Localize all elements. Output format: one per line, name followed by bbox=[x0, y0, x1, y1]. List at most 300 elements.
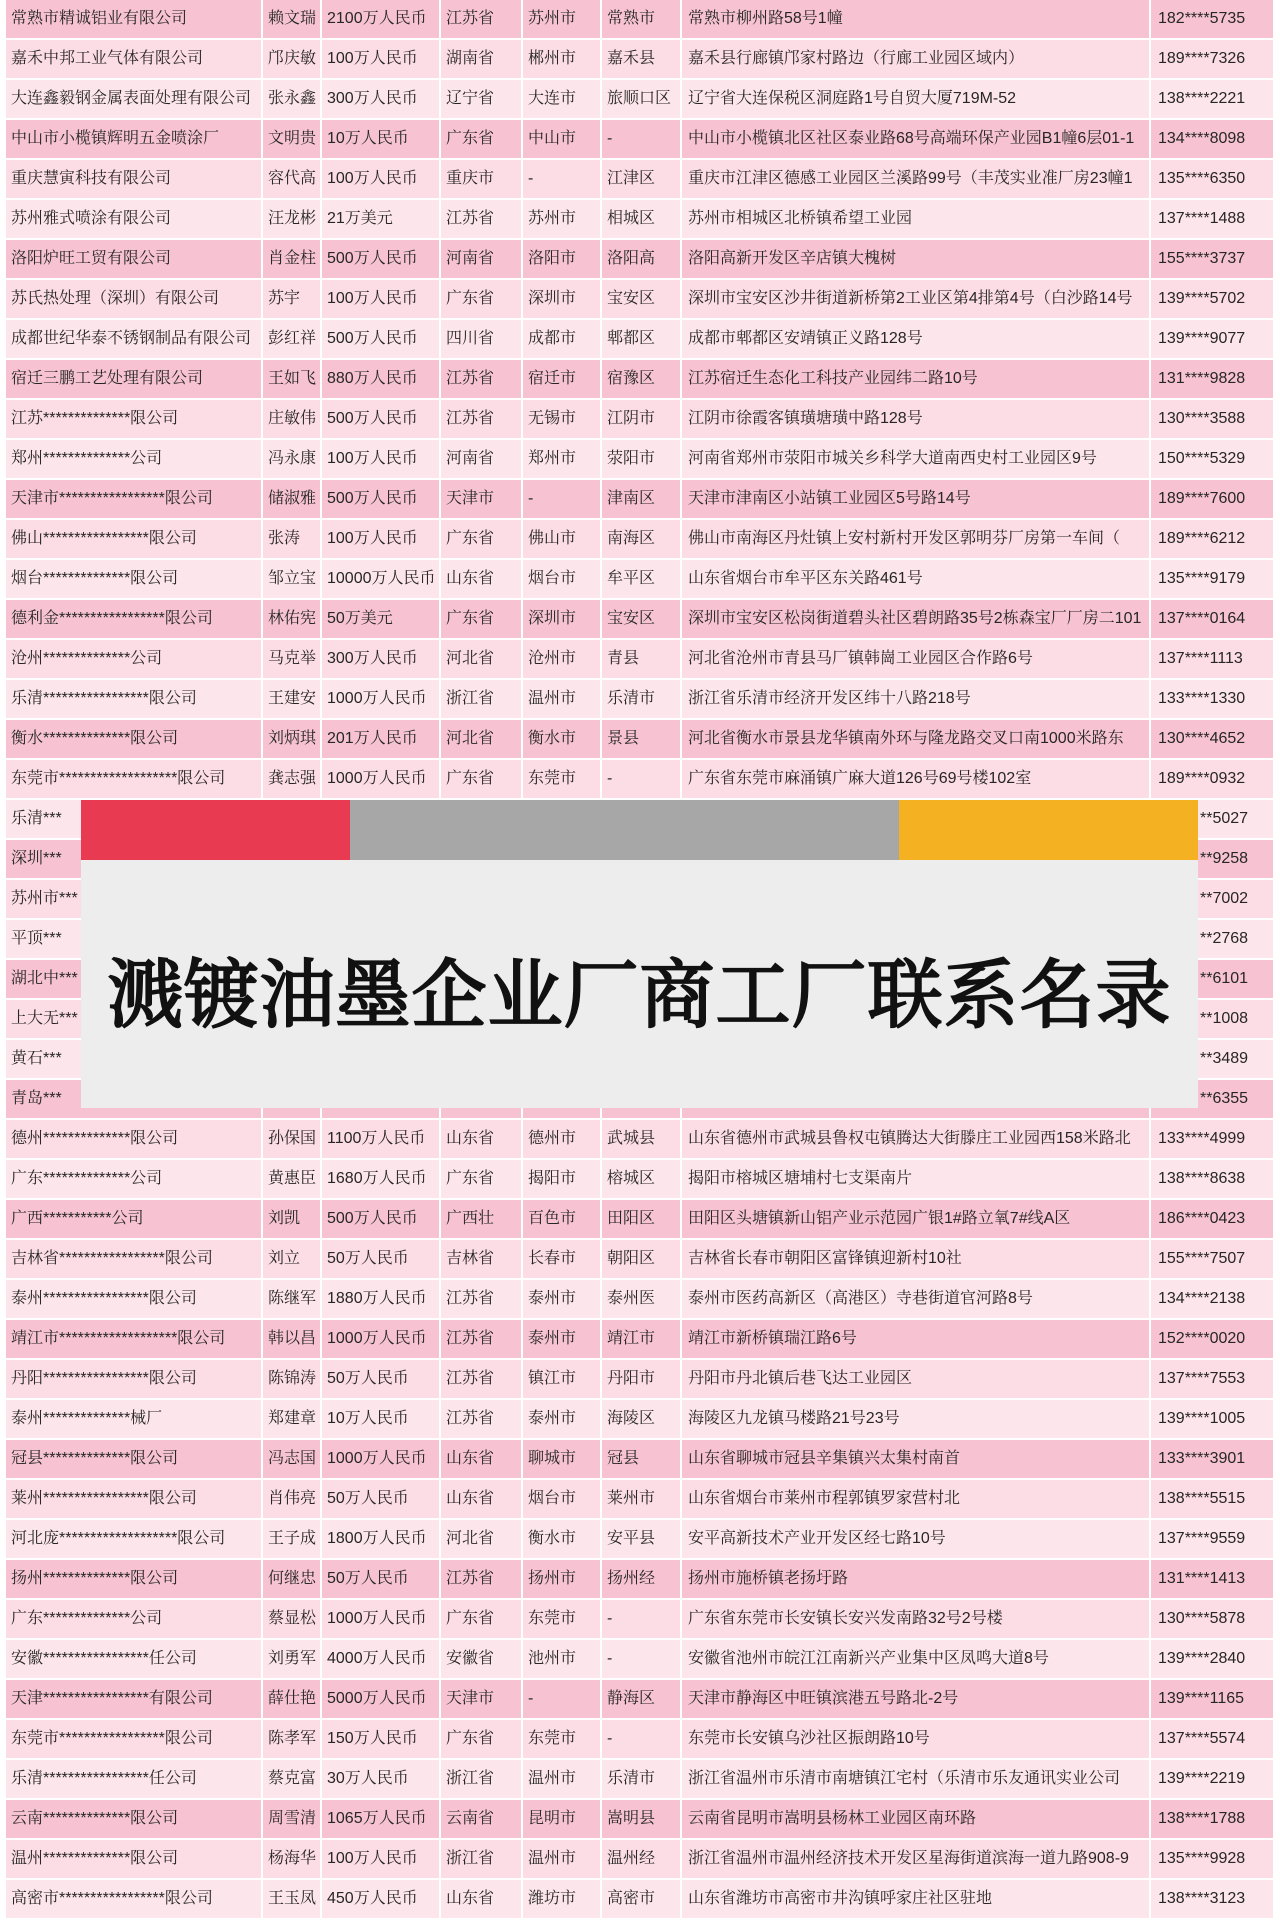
province-cell: 广东省 bbox=[441, 120, 523, 160]
company-name-cell: 吉林省*****************限公司 bbox=[6, 1240, 263, 1280]
address-cell: 河南省郑州市荥阳市城关乡科学大道南西史村工业园区9号 bbox=[682, 440, 1151, 480]
phone-cell: 137****5574 bbox=[1151, 1720, 1273, 1760]
company-name-cell: 天津市*****************限公司 bbox=[6, 480, 263, 520]
table-row bbox=[6, 80, 1273, 120]
registered-capital-cell: 100万人民币 bbox=[322, 520, 441, 560]
company-name-cell: 天津*****************有限公司 bbox=[6, 1680, 263, 1720]
table-row bbox=[6, 1520, 1273, 1560]
table-row bbox=[6, 40, 1273, 80]
phone-cell: 138****1788 bbox=[1151, 1800, 1273, 1840]
table-row bbox=[6, 1640, 1273, 1680]
table-row bbox=[6, 200, 1273, 240]
registered-capital-cell: 10万人民币 bbox=[322, 120, 441, 160]
registered-capital-cell: 1000万人民币 bbox=[322, 1440, 441, 1480]
district-cell: 景县 bbox=[602, 720, 682, 760]
contact-person-cell: 文明贵 bbox=[263, 120, 322, 160]
city-cell: 潍坊市 bbox=[523, 1880, 602, 1920]
company-name-cell: 靖江市*******************限公司 bbox=[6, 1320, 263, 1360]
contact-person-cell: 陈孝军 bbox=[263, 1720, 322, 1760]
city-cell: - bbox=[523, 480, 602, 520]
registered-capital-cell: 1065万人民币 bbox=[322, 1800, 441, 1840]
table-row bbox=[6, 1120, 1273, 1160]
district-cell: 嘉禾县 bbox=[602, 40, 682, 80]
district-cell: - bbox=[602, 760, 682, 800]
company-name-cell: 丹阳*****************限公司 bbox=[6, 1360, 263, 1400]
company-name-cell: 江苏**************限公司 bbox=[6, 400, 263, 440]
province-cell: 浙江省 bbox=[441, 1760, 523, 1800]
city-cell: 温州市 bbox=[523, 1760, 602, 1800]
registered-capital-cell: 500万人民币 bbox=[322, 480, 441, 520]
province-cell: 广东省 bbox=[441, 280, 523, 320]
district-cell: 丹阳市 bbox=[602, 1360, 682, 1400]
company-name-cell: 郑州**************公司 bbox=[6, 440, 263, 480]
district-cell: 靖江市 bbox=[602, 1320, 682, 1360]
contact-person-cell: 肖伟亮 bbox=[263, 1480, 322, 1520]
city-cell: 佛山市 bbox=[523, 520, 602, 560]
district-cell: 青县 bbox=[602, 640, 682, 680]
address-cell: 安平高新技术产业开发区经七路10号 bbox=[682, 1520, 1151, 1560]
district-cell: 江津区 bbox=[602, 160, 682, 200]
company-name-cell: 广东**************公司 bbox=[6, 1160, 263, 1200]
contact-person-cell: 冯志国 bbox=[263, 1440, 322, 1480]
city-cell: 无锡市 bbox=[523, 400, 602, 440]
table-row bbox=[6, 560, 1273, 600]
company-name-cell: 扬州**************限公司 bbox=[6, 1560, 263, 1600]
district-cell: 牟平区 bbox=[602, 560, 682, 600]
company-name-cell: 佛山*****************限公司 bbox=[6, 520, 263, 560]
contact-person-cell: 刘炳琪 bbox=[263, 720, 322, 760]
company-name-cell: 乐清*****************限公司 bbox=[6, 680, 263, 720]
phone-cell: 133****3901 bbox=[1151, 1440, 1273, 1480]
registered-capital-cell: 50万人民币 bbox=[322, 1480, 441, 1520]
contact-person-cell: 何继忠 bbox=[263, 1560, 322, 1600]
phone-cell: 138****5515 bbox=[1151, 1480, 1273, 1520]
table-row bbox=[6, 280, 1273, 320]
company-name-cell: 高密市*****************限公司 bbox=[6, 1880, 263, 1920]
phone-cell: 189****0932 bbox=[1151, 760, 1273, 800]
table-row bbox=[6, 1840, 1273, 1880]
company-name-cell: 广西***********公司 bbox=[6, 1200, 263, 1240]
company-name-cell: 成都世纪华泰不锈钢制品有限公司 bbox=[6, 320, 263, 360]
phone-cell: **3489 bbox=[1151, 1040, 1273, 1080]
company-name-cell: 上大无*** bbox=[6, 1000, 263, 1040]
city-cell: 洛阳市 bbox=[523, 240, 602, 280]
company-name-cell: 青岛*** bbox=[6, 1080, 263, 1120]
contact-person-cell: 蔡克富 bbox=[263, 1760, 322, 1800]
district-cell: - bbox=[602, 1640, 682, 1680]
company-name-cell: 云南**************限公司 bbox=[6, 1800, 263, 1840]
province-cell: 广西壮 bbox=[441, 1200, 523, 1240]
city-cell: 沧州市 bbox=[523, 640, 602, 680]
registered-capital-cell: 100万人民币 bbox=[322, 440, 441, 480]
district-cell: 津南区 bbox=[602, 480, 682, 520]
contact-person-cell: 马克举 bbox=[263, 640, 322, 680]
registered-capital-cell: 2100万人民币 bbox=[322, 0, 441, 40]
title-panel bbox=[81, 860, 1198, 1108]
company-name-cell: 莱州*****************限公司 bbox=[6, 1480, 263, 1520]
company-name-cell: 烟台**************限公司 bbox=[6, 560, 263, 600]
phone-cell: 137****1488 bbox=[1151, 200, 1273, 240]
city-cell: 烟台市 bbox=[523, 560, 602, 600]
city-cell: 长春市 bbox=[523, 1240, 602, 1280]
registered-capital-cell: 10万人民币 bbox=[322, 1400, 441, 1440]
address-cell: 天津市静海区中旺镇滨港五号路北-2号 bbox=[682, 1680, 1151, 1720]
district-cell: 江阴市 bbox=[602, 400, 682, 440]
contact-person-cell: 王如飞 bbox=[263, 360, 322, 400]
province-cell: 山东省 bbox=[441, 1120, 523, 1160]
company-name-cell: 冠县**************限公司 bbox=[6, 1440, 263, 1480]
phone-cell: **9258 bbox=[1151, 840, 1273, 880]
company-name-cell: 深圳*** bbox=[6, 840, 263, 880]
city-cell: 烟台市 bbox=[523, 1480, 602, 1520]
phone-cell: **6355 bbox=[1151, 1080, 1273, 1120]
contact-person-cell: 彭红祥 bbox=[263, 320, 322, 360]
province-cell: 广东省 bbox=[441, 600, 523, 640]
registered-capital-cell: 1100万人民币 bbox=[322, 1120, 441, 1160]
page-title: 溅镀油墨企业厂商工厂联系名录 bbox=[107, 950, 1172, 1039]
contact-person-cell: 刘凯 bbox=[263, 1200, 322, 1240]
city-cell: - bbox=[523, 160, 602, 200]
company-name-cell: 宿迁三鹏工艺处理有限公司 bbox=[6, 360, 263, 400]
province-cell: 江苏省 bbox=[441, 1320, 523, 1360]
registered-capital-cell: 50万人民币 bbox=[322, 1240, 441, 1280]
contact-person-cell: 郑建章 bbox=[263, 1400, 322, 1440]
province-cell: 广东省 bbox=[441, 760, 523, 800]
district-cell: 扬州经 bbox=[602, 1560, 682, 1600]
phone-cell: 131****9828 bbox=[1151, 360, 1273, 400]
province-cell: 山东省 bbox=[441, 1440, 523, 1480]
province-cell: 天津市 bbox=[441, 480, 523, 520]
province-cell: 安徽省 bbox=[441, 1640, 523, 1680]
address-cell: 吉林省长春市朝阳区富锋镇迎新村10社 bbox=[682, 1240, 1151, 1280]
contact-person-cell: 杨海华 bbox=[263, 1840, 322, 1880]
province-cell: 重庆市 bbox=[441, 160, 523, 200]
phone-cell: **6101 bbox=[1151, 960, 1273, 1000]
registered-capital-cell: 450万人民币 bbox=[322, 1880, 441, 1920]
registered-capital-cell: 1000万人民币 bbox=[322, 1320, 441, 1360]
city-cell: 揭阳市 bbox=[523, 1160, 602, 1200]
district-cell: 乐清市 bbox=[602, 680, 682, 720]
stripe-yellow-segment bbox=[899, 800, 1198, 860]
address-cell: 苏州市相城区北桥镇希望工业园 bbox=[682, 200, 1151, 240]
city-cell: 郑州市 bbox=[523, 440, 602, 480]
city-cell: 东莞市 bbox=[523, 1720, 602, 1760]
address-cell: 广东省东莞市麻涌镇广麻大道126号69号楼102室 bbox=[682, 760, 1151, 800]
table-row bbox=[6, 1720, 1273, 1760]
contact-person-cell: 陈锦涛 bbox=[263, 1360, 322, 1400]
phone-cell: 182****5735 bbox=[1151, 0, 1273, 40]
registered-capital-cell: 10000万人民币 bbox=[322, 560, 441, 600]
address-cell: 洛阳高新开发区辛店镇大槐树 bbox=[682, 240, 1151, 280]
province-cell: 河北省 bbox=[441, 640, 523, 680]
city-cell: 德州市 bbox=[523, 1120, 602, 1160]
district-cell: 田阳区 bbox=[602, 1200, 682, 1240]
company-name-cell: 苏州市*** bbox=[6, 880, 263, 920]
address-cell: 山东省聊城市冠县辛集镇兴太集村南首 bbox=[682, 1440, 1151, 1480]
phone-cell: 139****9077 bbox=[1151, 320, 1273, 360]
city-cell: 池州市 bbox=[523, 1640, 602, 1680]
contact-person-cell: 王建安 bbox=[263, 680, 322, 720]
address-cell: 扬州市施桥镇老扬圩路 bbox=[682, 1560, 1151, 1600]
province-cell: 江苏省 bbox=[441, 360, 523, 400]
company-name-cell: 中山市小榄镇辉明五金喷涂厂 bbox=[6, 120, 263, 160]
company-name-cell: 沧州**************公司 bbox=[6, 640, 263, 680]
registered-capital-cell: 1880万人民币 bbox=[322, 1280, 441, 1320]
province-cell: 云南省 bbox=[441, 1800, 523, 1840]
contact-person-cell: 苏宇 bbox=[263, 280, 322, 320]
district-cell: 高密市 bbox=[602, 1880, 682, 1920]
table-row bbox=[6, 1760, 1273, 1800]
contact-person-cell: 肖金柱 bbox=[263, 240, 322, 280]
city-cell: 中山市 bbox=[523, 120, 602, 160]
address-cell: 辽宁省大连保税区洞庭路1号自贸大厦719M-52 bbox=[682, 80, 1151, 120]
table-row bbox=[6, 480, 1273, 520]
table-row bbox=[6, 1880, 1273, 1920]
phone-cell: 130****5878 bbox=[1151, 1600, 1273, 1640]
phone-cell: 139****2219 bbox=[1151, 1760, 1273, 1800]
table-row bbox=[6, 400, 1273, 440]
province-cell: 广东省 bbox=[441, 1160, 523, 1200]
city-cell: 温州市 bbox=[523, 680, 602, 720]
district-cell: 郫都区 bbox=[602, 320, 682, 360]
district-cell: 莱州市 bbox=[602, 1480, 682, 1520]
province-cell: 江苏省 bbox=[441, 1400, 523, 1440]
table-row bbox=[6, 1200, 1273, 1240]
district-cell: 宝安区 bbox=[602, 600, 682, 640]
contact-person-cell: 冯永康 bbox=[263, 440, 322, 480]
city-cell: 东莞市 bbox=[523, 760, 602, 800]
company-name-cell: 德利金*****************限公司 bbox=[6, 600, 263, 640]
registered-capital-cell: 1680万人民币 bbox=[322, 1160, 441, 1200]
city-cell: 扬州市 bbox=[523, 1560, 602, 1600]
city-cell: 百色市 bbox=[523, 1200, 602, 1240]
address-cell: 江阴市徐霞客镇璜塘璜中路128号 bbox=[682, 400, 1151, 440]
contact-person-cell: 张永鑫 bbox=[263, 80, 322, 120]
table-row bbox=[6, 600, 1273, 640]
address-cell: 东莞市长安镇乌沙社区振朗路10号 bbox=[682, 1720, 1151, 1760]
registered-capital-cell: 500万人民币 bbox=[322, 320, 441, 360]
phone-cell: **2768 bbox=[1151, 920, 1273, 960]
contact-person-cell: 黄惠臣 bbox=[263, 1160, 322, 1200]
phone-cell: 138****8638 bbox=[1151, 1160, 1273, 1200]
company-name-cell: 重庆慧寅科技有限公司 bbox=[6, 160, 263, 200]
contact-person-cell: 王子成 bbox=[263, 1520, 322, 1560]
district-cell: - bbox=[602, 1600, 682, 1640]
city-cell: - bbox=[523, 1680, 602, 1720]
company-name-cell: 常熟市精诚铝业有限公司 bbox=[6, 0, 263, 40]
address-cell: 重庆市江津区德感工业园区兰溪路99号（丰茂实业准厂房23幢1 bbox=[682, 160, 1151, 200]
province-cell: 山东省 bbox=[441, 1880, 523, 1920]
province-cell: 山东省 bbox=[441, 560, 523, 600]
phone-cell: 152****0020 bbox=[1151, 1320, 1273, 1360]
phone-cell: 135****9179 bbox=[1151, 560, 1273, 600]
province-cell: 河北省 bbox=[441, 1520, 523, 1560]
city-cell: 深圳市 bbox=[523, 600, 602, 640]
address-cell: 常熟市柳州路58号1幢 bbox=[682, 0, 1151, 40]
province-cell: 山东省 bbox=[441, 1480, 523, 1520]
address-cell: 成都市郫都区安靖镇正义路128号 bbox=[682, 320, 1151, 360]
registered-capital-cell: 880万人民币 bbox=[322, 360, 441, 400]
table-row bbox=[6, 760, 1273, 800]
city-cell: 东莞市 bbox=[523, 1600, 602, 1640]
phone-cell: 139****5702 bbox=[1151, 280, 1273, 320]
contact-person-cell: 汪龙彬 bbox=[263, 200, 322, 240]
phone-cell: 131****1413 bbox=[1151, 1560, 1273, 1600]
phone-cell: 137****7553 bbox=[1151, 1360, 1273, 1400]
phone-cell: 155****7507 bbox=[1151, 1240, 1273, 1280]
address-cell: 河北省衡水市景县龙华镇南外环与隆龙路交叉口南1000米路东 bbox=[682, 720, 1151, 760]
province-cell: 广东省 bbox=[441, 1720, 523, 1760]
color-stripe bbox=[81, 800, 1198, 860]
table-row bbox=[6, 1360, 1273, 1400]
city-cell: 泰州市 bbox=[523, 1280, 602, 1320]
registered-capital-cell: 150万人民币 bbox=[322, 1720, 441, 1760]
province-cell: 浙江省 bbox=[441, 680, 523, 720]
province-cell: 广东省 bbox=[441, 1600, 523, 1640]
district-cell: 常熟市 bbox=[602, 0, 682, 40]
table-row bbox=[6, 1600, 1273, 1640]
contact-person-cell: 陈继军 bbox=[263, 1280, 322, 1320]
company-name-cell: 嘉禾中邦工业气体有限公司 bbox=[6, 40, 263, 80]
district-cell: 安平县 bbox=[602, 1520, 682, 1560]
table-row bbox=[6, 0, 1273, 40]
contact-person-cell: 王玉凤 bbox=[263, 1880, 322, 1920]
province-cell: 河南省 bbox=[441, 440, 523, 480]
phone-cell: 130****3588 bbox=[1151, 400, 1273, 440]
contact-person-cell: 薛仕艳 bbox=[263, 1680, 322, 1720]
phone-cell: 133****4999 bbox=[1151, 1120, 1273, 1160]
table-row bbox=[6, 440, 1273, 480]
city-cell: 昆明市 bbox=[523, 1800, 602, 1840]
company-name-cell: 东莞市*****************限公司 bbox=[6, 1720, 263, 1760]
stripe-red-segment bbox=[81, 800, 350, 860]
phone-cell: 189****6212 bbox=[1151, 520, 1273, 560]
city-cell: 苏州市 bbox=[523, 0, 602, 40]
address-cell: 嘉禾县行廊镇邝家村路边（行廊工业园区域内） bbox=[682, 40, 1151, 80]
district-cell: 榕城区 bbox=[602, 1160, 682, 1200]
address-cell: 深圳市宝安区沙井街道新桥第2工业区第4排第4号（白沙路14号 bbox=[682, 280, 1151, 320]
table-row bbox=[6, 360, 1273, 400]
address-cell: 安徽省池州市皖江江南新兴产业集中区凤鸣大道8号 bbox=[682, 1640, 1151, 1680]
registered-capital-cell: 300万人民币 bbox=[322, 640, 441, 680]
contact-person-cell: 容代高 bbox=[263, 160, 322, 200]
province-cell: 天津市 bbox=[441, 1680, 523, 1720]
registered-capital-cell: 1000万人民币 bbox=[322, 1600, 441, 1640]
registered-capital-cell: 100万人民币 bbox=[322, 1840, 441, 1880]
company-name-cell: 温州**************限公司 bbox=[6, 1840, 263, 1880]
contact-person-cell: 张涛 bbox=[263, 520, 322, 560]
phone-cell: 139****1005 bbox=[1151, 1400, 1273, 1440]
phone-cell: 134****2138 bbox=[1151, 1280, 1273, 1320]
city-cell: 苏州市 bbox=[523, 200, 602, 240]
registered-capital-cell: 100万人民币 bbox=[322, 280, 441, 320]
phone-cell: 186****0423 bbox=[1151, 1200, 1273, 1240]
company-name-cell: 苏州雅式喷涂有限公司 bbox=[6, 200, 263, 240]
city-cell: 深圳市 bbox=[523, 280, 602, 320]
province-cell: 辽宁省 bbox=[441, 80, 523, 120]
table-row bbox=[6, 520, 1273, 560]
address-cell: 海陵区九龙镇马楼路21号23号 bbox=[682, 1400, 1151, 1440]
contact-person-cell: 刘立 bbox=[263, 1240, 322, 1280]
contact-person-cell: 孙保国 bbox=[263, 1120, 322, 1160]
table-row bbox=[6, 1680, 1273, 1720]
city-cell: 聊城市 bbox=[523, 1440, 602, 1480]
table-row bbox=[6, 320, 1273, 360]
registered-capital-cell: 1000万人民币 bbox=[322, 680, 441, 720]
phone-cell: 134****8098 bbox=[1151, 120, 1273, 160]
table-row bbox=[6, 240, 1273, 280]
city-cell: 衡水市 bbox=[523, 1520, 602, 1560]
phone-cell: 133****1330 bbox=[1151, 680, 1273, 720]
company-name-cell: 黄石*** bbox=[6, 1040, 263, 1080]
registered-capital-cell: 5000万人民币 bbox=[322, 1680, 441, 1720]
district-cell: 宿豫区 bbox=[602, 360, 682, 400]
province-cell: 河北省 bbox=[441, 720, 523, 760]
city-cell: 大连市 bbox=[523, 80, 602, 120]
city-cell: 郴州市 bbox=[523, 40, 602, 80]
company-name-cell: 东莞市*******************限公司 bbox=[6, 760, 263, 800]
district-cell: 武城县 bbox=[602, 1120, 682, 1160]
registered-capital-cell: 1000万人民币 bbox=[322, 760, 441, 800]
company-name-cell: 苏氏热处理（深圳）有限公司 bbox=[6, 280, 263, 320]
province-cell: 江苏省 bbox=[441, 200, 523, 240]
province-cell: 吉林省 bbox=[441, 1240, 523, 1280]
company-name-cell: 泰州*****************限公司 bbox=[6, 1280, 263, 1320]
contact-person-cell: 龚志强 bbox=[263, 760, 322, 800]
address-cell: 浙江省温州市温州经济技术开发区星海街道滨海一道九路908-9 bbox=[682, 1840, 1151, 1880]
district-cell: 乐清市 bbox=[602, 1760, 682, 1800]
district-cell: 海陵区 bbox=[602, 1400, 682, 1440]
address-cell: 天津市津南区小站镇工业园区5号路14号 bbox=[682, 480, 1151, 520]
province-cell: 江苏省 bbox=[441, 1360, 523, 1400]
district-cell: 相城区 bbox=[602, 200, 682, 240]
stripe-gray-segment bbox=[350, 800, 899, 860]
registered-capital-cell: 4000万人民币 bbox=[322, 1640, 441, 1680]
registered-capital-cell: 500万人民币 bbox=[322, 1200, 441, 1240]
contact-person-cell: 赖文瑞 bbox=[263, 0, 322, 40]
address-cell: 揭阳市榕城区塘埔村七支渠南片 bbox=[682, 1160, 1151, 1200]
district-cell: 泰州医 bbox=[602, 1280, 682, 1320]
table-row bbox=[6, 1280, 1273, 1320]
phone-cell: 189****7600 bbox=[1151, 480, 1273, 520]
table-row bbox=[6, 1560, 1273, 1600]
city-cell: 衡水市 bbox=[523, 720, 602, 760]
company-name-cell: 安徽*****************任公司 bbox=[6, 1640, 263, 1680]
contact-person-cell: 林佑宪 bbox=[263, 600, 322, 640]
address-cell: 浙江省乐清市经济开发区纬十八路218号 bbox=[682, 680, 1151, 720]
province-cell: 江苏省 bbox=[441, 0, 523, 40]
address-cell: 田阳区头塘镇新山铝产业示范园广银1#路立氧7#线A区 bbox=[682, 1200, 1151, 1240]
table-row bbox=[6, 680, 1273, 720]
registered-capital-cell: 50万美元 bbox=[322, 600, 441, 640]
address-cell: 中山市小榄镇北区社区泰业路68号高端环保产业园B1幢6层01-1 bbox=[682, 120, 1151, 160]
company-name-cell: 泰州**************械厂 bbox=[6, 1400, 263, 1440]
phone-cell: 189****7326 bbox=[1151, 40, 1273, 80]
district-cell: 荥阳市 bbox=[602, 440, 682, 480]
registered-capital-cell: 100万人民币 bbox=[322, 40, 441, 80]
district-cell: 南海区 bbox=[602, 520, 682, 560]
company-name-cell: 乐清*** bbox=[6, 800, 263, 840]
district-cell: - bbox=[602, 120, 682, 160]
district-cell: 旅顺口区 bbox=[602, 80, 682, 120]
city-cell: 宿迁市 bbox=[523, 360, 602, 400]
address-cell: 山东省潍坊市高密市井沟镇呼家庄社区驻地 bbox=[682, 1880, 1151, 1920]
table-row bbox=[6, 1240, 1273, 1280]
address-cell: 佛山市南海区丹灶镇上安村新村开发区郭明芬厂房第一车间（ bbox=[682, 520, 1151, 560]
district-cell: 温州经 bbox=[602, 1840, 682, 1880]
phone-cell: 138****2221 bbox=[1151, 80, 1273, 120]
city-cell: 泰州市 bbox=[523, 1400, 602, 1440]
